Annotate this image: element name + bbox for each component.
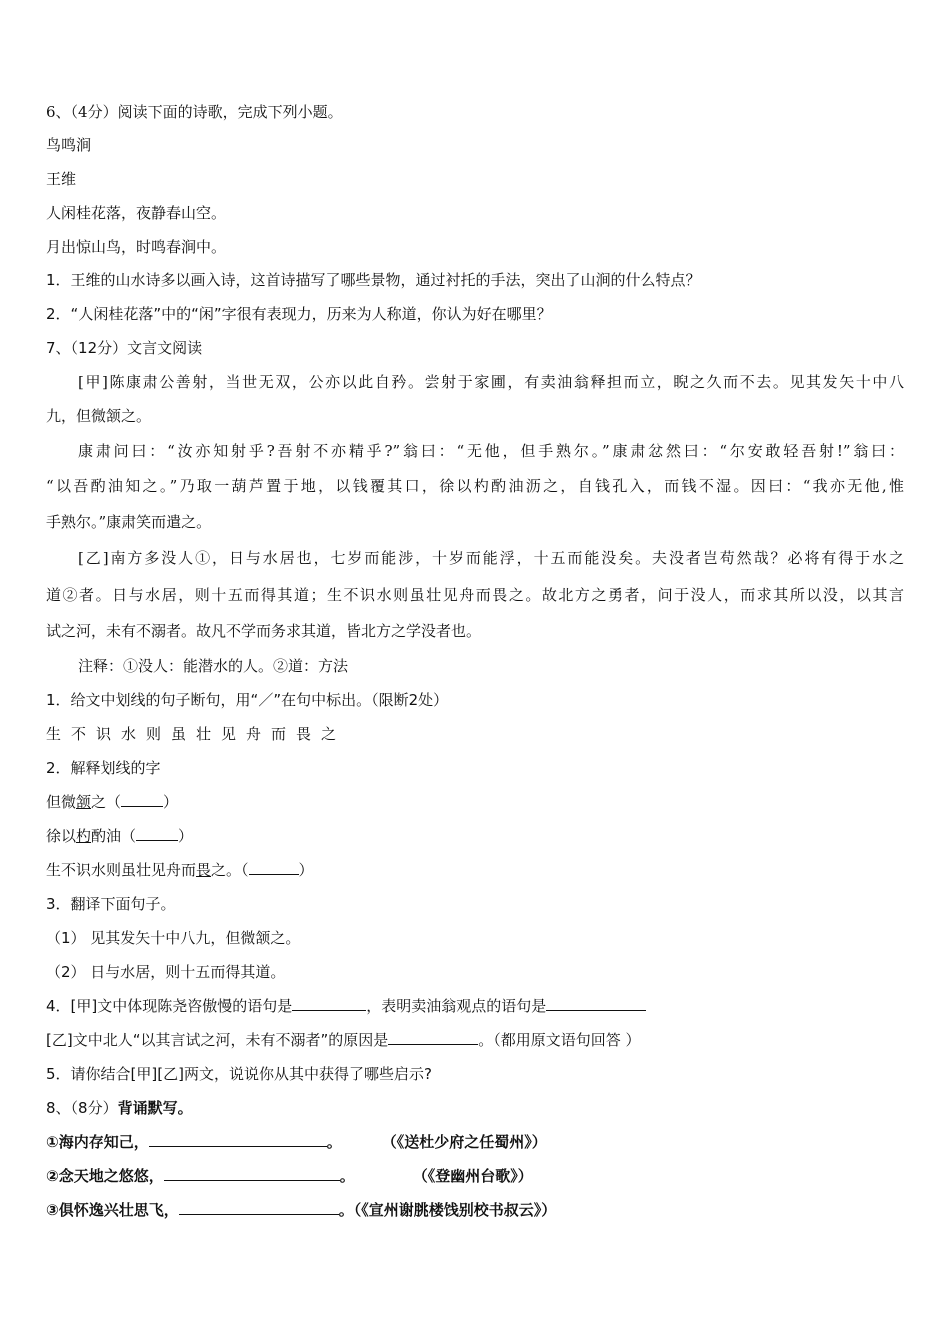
q7-sub3-a: （1） 见其发矢十中八九，但微颔之。: [46, 929, 301, 947]
q6-sub-question-2: 2．“人闲桂花落”中的“闲”字很有表现力，历来为人称道，你认为好在哪里？: [46, 305, 552, 323]
q8-header: [46, 1097, 193, 1119]
answer-blank[interactable]: [149, 1132, 327, 1147]
q7-sub2-c-word: 畏: [196, 861, 212, 879]
q7-sub2-b-post: 酌油（: [91, 827, 137, 845]
q7-sub4-l2-a: [乙]文中北人“以其言试之河，未有不溺者”的原因是: [46, 1031, 389, 1049]
q7-yi-line-1: [乙]南方多没人①，日与水居也，七岁而能涉，十岁而能浮，十五而能没矣。夫没者岂苟然哉？必将有得于水之: [78, 549, 904, 567]
q7-notes: 注释：①没人：能潜水的人。②道：方法: [78, 657, 349, 675]
q7-sub2-a-post: 之（: [91, 793, 122, 811]
q6-sub-question-1: 1．王维的山水诗多以画入诗，这首诗描写了哪些景物，通过衬托的手法，突出了山涧的什么特点？: [46, 271, 701, 289]
q8-item2-source: （《登幽州台歌》）: [412, 1167, 533, 1185]
q7-sub2-c-end: ）: [298, 861, 314, 879]
q7-sub-question-2: 2．解释划线的字: [46, 759, 161, 777]
q7-jia-p1-line-1: [甲]陈康肃公善射，当世无双，公亦以此自矜。尝射于家圃，有卖油翁释担而立，睨之久而不去。见其发矢十中八: [78, 373, 904, 391]
q6-poem-title: 鸟鸣涧: [46, 136, 92, 154]
answer-blank[interactable]: [136, 826, 178, 841]
answer-blank[interactable]: [121, 792, 163, 807]
q6-poem-line-2: 月出惊山鸟，时鸣春涧中。: [46, 238, 227, 256]
q7-jia-p2-line-1: 康肃问曰：“汝亦知射乎?吾射不亦精乎?”翁曰：“无他，但手熟尔。”康肃忿然曰：“尔安敢轻吾射!”翁曰：: [78, 442, 904, 460]
q7-sub2-b-pre: 徐以: [46, 827, 77, 845]
q7-yi-line-2: 道②者。日与水居，则十五而得其道；生不识水则虽壮见舟而畏之。故北方之勇者，问于没人，而求其所以没，以其言: [46, 586, 904, 604]
q8-header-title: 背诵默写。: [117, 1099, 193, 1117]
q8-item2-period: 。: [339, 1167, 355, 1185]
q8-item-1: [46, 1131, 547, 1153]
q6-header: 6、（4分）阅读下面的诗歌，完成下列小题。: [46, 103, 343, 121]
q6-poem-line-1: 人闲桂花落，夜静春山空。: [46, 204, 227, 222]
q8-item1-period: 。: [326, 1133, 342, 1151]
q8-item-3: [46, 1199, 556, 1221]
q7-header: 7、（12分）文言文阅读: [46, 339, 203, 357]
q7-jia-p2-line-2: “以吾酌油知之。”乃取一葫芦置于地，以钱覆其口，徐以杓酌油沥之，自钱孔入，而钱不湿。因曰：“我亦无他,惟: [46, 477, 904, 495]
answer-blank[interactable]: [179, 1200, 339, 1215]
q8-item1-source: （《送杜少府之任蜀州》）: [381, 1133, 547, 1151]
q7-sub2-b-word: 杓: [76, 827, 92, 845]
q7-sub2-item-b: [46, 825, 193, 847]
q7-sub-question-5: 5．请你结合[甲][乙]两文，说说你从其中获得了哪些启示?: [46, 1065, 432, 1083]
q7-sub1-sentence: 生不识水则虽壮见舟而畏之: [46, 725, 347, 743]
answer-blank[interactable]: [292, 996, 366, 1011]
q7-sub3-b: （2） 日与水居，则十五而得其道。: [46, 963, 286, 981]
q7-sub2-a-pre: 但微: [46, 793, 77, 811]
q7-sub-question-3: 3．翻译下面句子。: [46, 895, 176, 913]
q7-sub2-b-end: ）: [178, 827, 194, 845]
q7-jia-p2-line-3: 手熟尔。”康肃笑而遣之。: [46, 513, 212, 531]
q6-poet: 王维: [46, 170, 77, 188]
q7-sub2-c-post: 之。（: [211, 861, 249, 879]
q7-sub2-c-pre: 生不识水则虽壮见舟而: [46, 861, 197, 879]
q8-item-2: [46, 1165, 533, 1187]
q8-item3-source: （《宣州谢朓楼饯别校书叔云》）: [353, 1201, 557, 1219]
answer-blank[interactable]: [164, 1166, 340, 1181]
q7-sub4-l1-a: 4．[甲]文中体现陈尧咨傲慢的语句是: [46, 997, 293, 1015]
q7-sub2-a-word: 颔: [76, 793, 92, 811]
q7-sub4-l1-b: ，表明卖油翁观点的语句是: [366, 997, 547, 1015]
q7-yi-line-3: 试之河，未有不溺者。故凡不学而务求其道，皆北方之学没者也。: [46, 622, 482, 640]
answer-blank[interactable]: [388, 1030, 478, 1045]
q8-header-number: 8、（8分）: [46, 1099, 118, 1117]
answer-blank[interactable]: [546, 996, 646, 1011]
q8-item2-prompt: ②念天地之悠悠，: [46, 1167, 164, 1185]
q7-sub2-a-end: ）: [163, 793, 179, 811]
q8-item1-prompt: ①海内存知己，: [46, 1133, 149, 1151]
q8-item3-period: 。: [338, 1201, 354, 1219]
answer-blank[interactable]: [249, 860, 299, 875]
q7-sub-question-4-line-1: [46, 995, 646, 1017]
q7-sub-question-1: 1．给文中划线的句子断句，用“／”在句中标出。（限断2处）: [46, 691, 449, 709]
q7-sub-question-4-line-2: [46, 1029, 641, 1051]
q7-sub2-item-a: [46, 791, 178, 813]
q8-item3-prompt: ③俱怀逸兴壮思飞，: [46, 1201, 179, 1219]
q7-sub4-l2-b: 。（都用原文语句回答 ）: [478, 1031, 641, 1049]
q7-sub2-item-c: [46, 859, 314, 881]
q7-jia-p1-line-2: 九，但微颔之。: [46, 407, 152, 425]
